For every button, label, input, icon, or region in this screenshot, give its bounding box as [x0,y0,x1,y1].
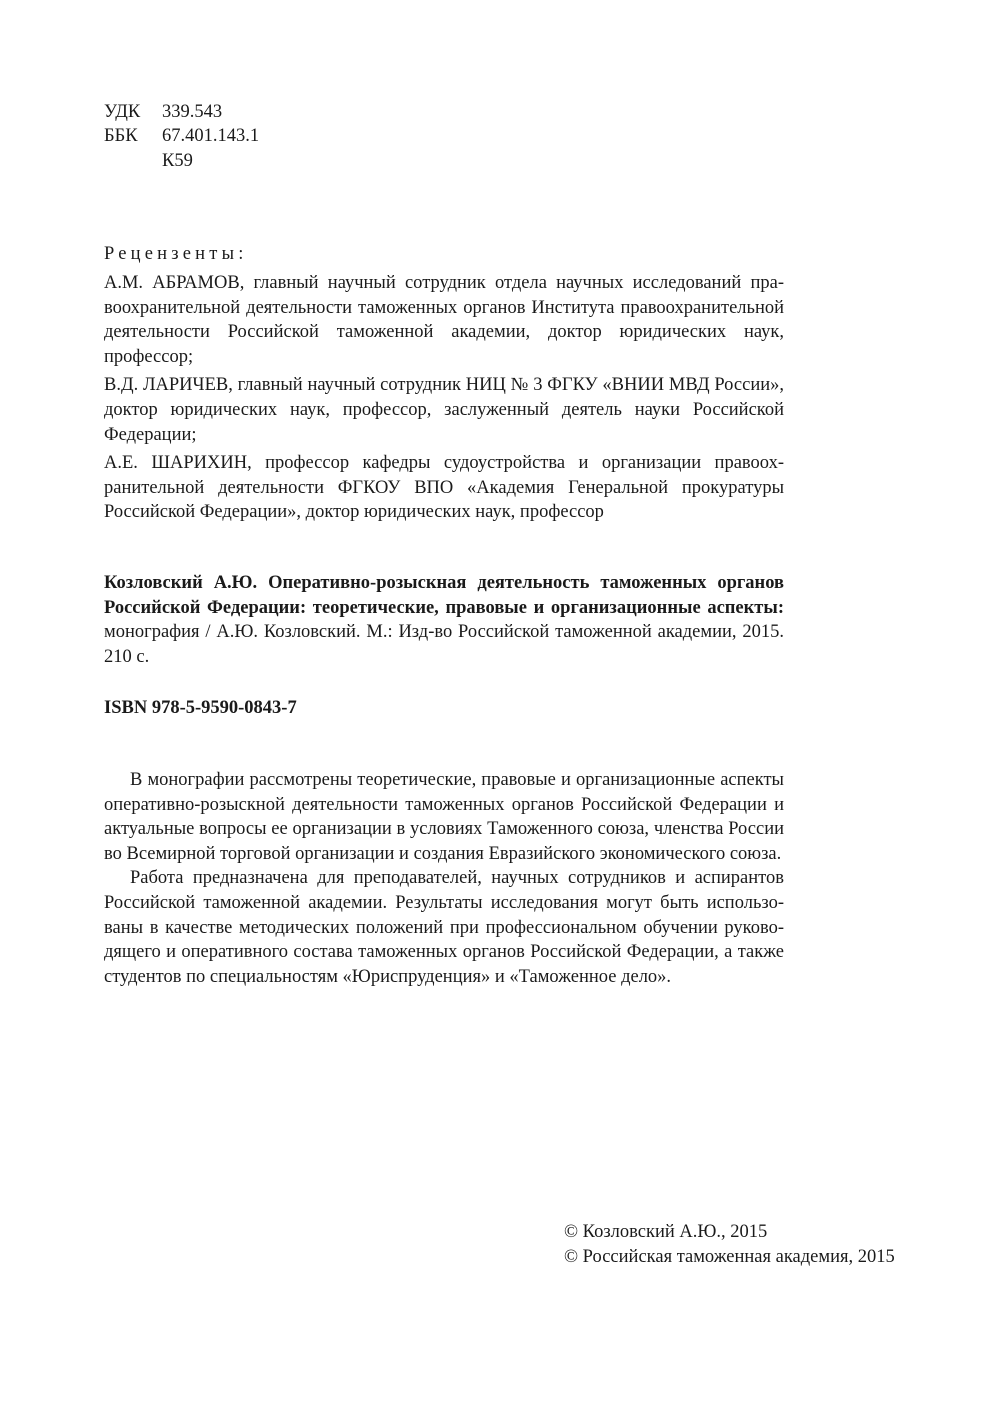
reviewer-entry: А.М. АБРАМОВ, главный научный сотрудник отдела научных исследований правоохранительной деятельности таможенных органов Института правоохранительной деятельности Российской таможенной академии, доктор юридических наук, профессор; [104,273,784,367]
abstract-paragraph: В монографии рассмотрены теоретические, правовые и организационные аспекты оперативно-розыскной деятельности таможенных органов Российской Федерации и актуальные вопросы ее организации в условиях Таможенного союза, членства России во Всемирной торговой организации и создания Евразийского экономического союза. [104,770,784,864]
copyright-block [564,1220,964,1269]
bibliographic-details: монография / А.Ю. Козловский. М.: Изд-во Российской таможенной академии, 2015. 210 с. [104,622,784,667]
abstract-block [104,768,784,989]
bbk-label: ББК [104,126,138,147]
abstract-paragraph: Работа предназначена для преподавателей, научных сотрудников и аспирантов Российской таможенной академии. Результаты исследования могут быть использованы в качестве методических положений при профессиональном обучении руководящего и оперативного состава таможенных органов Российской Федерации, а также студентов по специальностям «Юриспруденция» и «Таможенное дело». [104,868,784,987]
reviewer-entry: А.Е. ШАРИХИН, профессор кафедры судоустройства и организации правоохранительной деятельности ФГКОУ ВПО «Академия Генеральной прокуратуры Российской Федерации», доктор юридических наук, профессор [104,453,784,523]
copyright-publisher: © Российская таможенная академия, 2015 [564,1246,895,1267]
isbn: ISBN 978-5-9590-0843-7 [104,698,297,718]
reviewer-entry: В.Д. ЛАРИЧЕВ, главный научный сотрудник НИЦ № 3 ФГКУ «ВНИИ МВД России», доктор юридических наук, профессор, заслуженный деятель науки Российской Федерации; [104,375,784,445]
udc-value: 339.543 [162,102,223,122]
author-mark: К59 [162,150,193,171]
bibliographic-title: Козловский А.Ю. Оперативно-розыскная деятельность таможенных органов Российской Федерации: теоретические, правовые и организационные аспекты: [104,573,784,618]
reviewers-block [104,242,784,529]
bbk-row [104,124,784,148]
udc-row [104,100,784,124]
reviewers-heading: Рецензенты: [104,244,248,264]
copyright-author: © Козловский А.Ю., 2015 [564,1222,768,1242]
classification-block [104,100,784,173]
udc-label: УДК [104,102,141,122]
bbk-value: 67.401.143.1 [162,126,260,147]
author-mark-row [104,149,784,173]
bibliographic-entry [104,571,784,669]
